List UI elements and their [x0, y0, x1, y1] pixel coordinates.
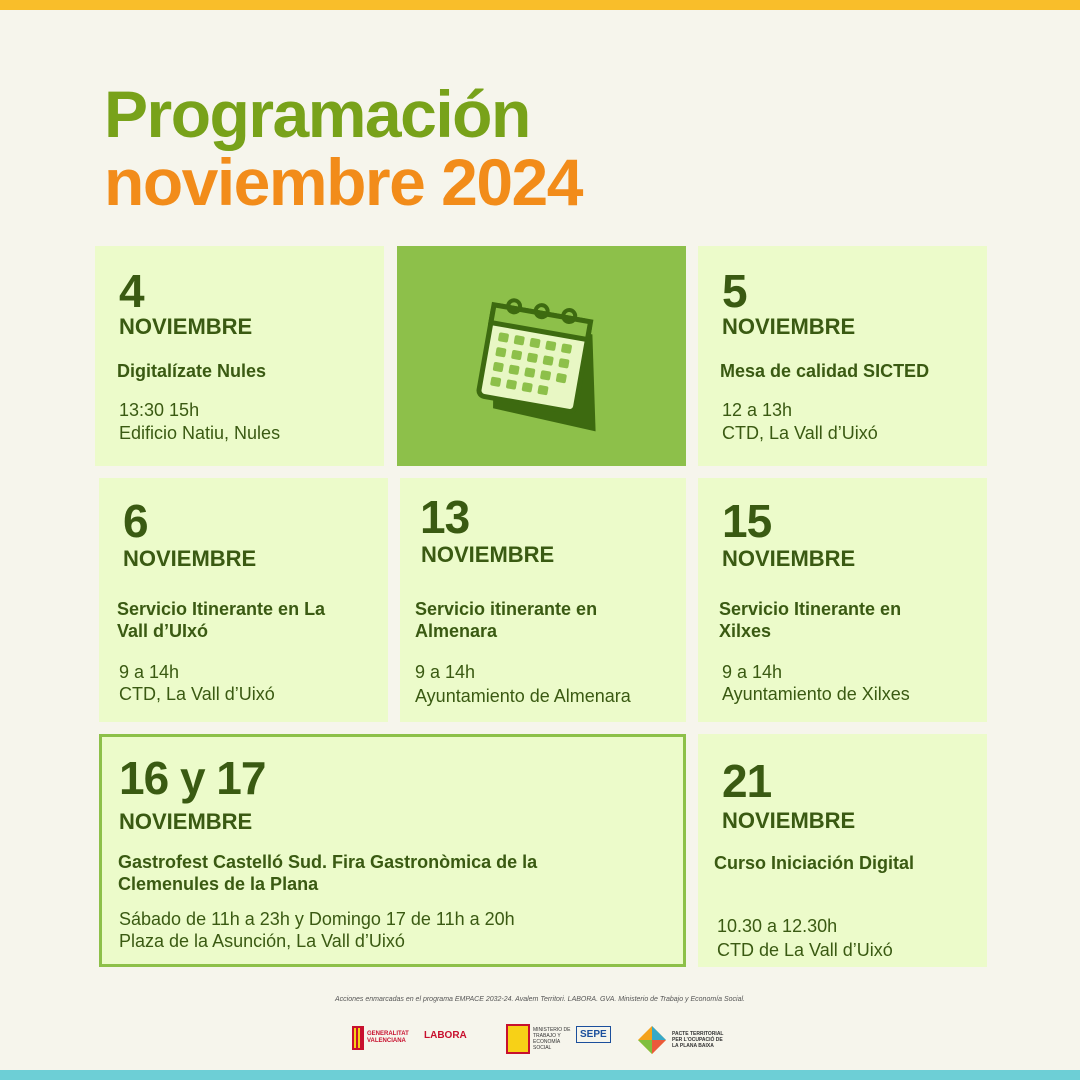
ministerio-logo-text: MINISTERIO DE TRABAJO Y ECONOMÍA SOCIAL	[533, 1027, 571, 1051]
event-title: Servicio itinerante en Almenara	[415, 599, 598, 641]
event-month: NOVIEMBRE	[421, 542, 555, 567]
event-day: 4	[119, 265, 144, 317]
event-day: 13	[420, 491, 470, 543]
event-card-13	[400, 478, 686, 722]
event-title: Curso Iniciación Digital	[714, 853, 915, 873]
event-day: 16 y 17	[119, 752, 266, 804]
event-card-21	[698, 734, 987, 967]
event-place: CTD, La Vall d’Uixó	[722, 423, 878, 443]
event-day: 21	[722, 755, 772, 807]
event-title: Mesa de calidad SICTED	[720, 361, 930, 381]
event-time: 9 a 14h	[415, 662, 476, 682]
sepe-logo-text: SEPE	[576, 1026, 611, 1043]
event-card-6	[99, 478, 388, 722]
pacte-emblem-icon	[636, 1024, 668, 1056]
event-title: Digitalízate Nules	[117, 361, 267, 381]
gva-logo	[352, 1026, 409, 1050]
event-time: 9 a 14h	[119, 662, 180, 682]
event-month: NOVIEMBRE	[722, 314, 856, 339]
event-place: Edificio Natiu, Nules	[119, 423, 281, 443]
event-month: NOVIEMBRE	[119, 314, 253, 339]
event-card-5	[698, 246, 987, 466]
event-place: Ayuntamiento de Xilxes	[722, 684, 910, 704]
event-month: NOVIEMBRE	[722, 546, 856, 571]
event-card-15	[698, 478, 987, 722]
gva-logo-text: GENERALITAT VALENCIANA	[367, 1031, 409, 1044]
calendar-icon	[467, 286, 617, 436]
event-day: 6	[123, 495, 148, 547]
event-place: CTD, La Vall d’Uixó	[119, 684, 275, 704]
spain-emblem-icon	[506, 1024, 530, 1054]
event-time: Sábado de 11h a 23h y Domingo 17 de 11h a 20h	[119, 909, 515, 929]
event-place: CTD de La Vall d’Uixó	[717, 940, 893, 960]
pacte-logo-text: PACTE TERRITORIAL PER L’OCUPACIÓ DE LA PLANA BAIXA	[672, 1031, 724, 1049]
event-month: NOVIEMBRE	[119, 809, 253, 834]
event-time: 13:30 15h	[119, 400, 200, 420]
event-place: Plaza de la Asunción, La Vall d’Uixó	[119, 931, 405, 951]
page-title	[104, 77, 582, 219]
gva-emblem-icon	[352, 1026, 364, 1050]
event-day: 15	[722, 495, 772, 547]
partner-logos	[0, 1022, 1080, 1062]
event-place: Ayuntamiento de Almenara	[415, 686, 631, 706]
event-title: Servicio Itinerante en La Vall d’UIxó	[117, 599, 326, 641]
event-time: 10.30 a 12.30h	[717, 916, 838, 936]
calendar-illustration-tile	[397, 246, 686, 466]
event-title: Servicio Itinerante en Xilxes	[719, 599, 902, 641]
event-day: 5	[722, 265, 747, 317]
top-accent-bar	[0, 0, 1080, 10]
ministerio-logo	[506, 1024, 573, 1054]
labora-logo-text: LABORA	[424, 1030, 467, 1041]
footer-credits: Acciones enmarcadas en el programa EMPACE 2032-24. Avalem Territori. LABORA. GVA. Ministerio de Trabajo y Economía Social.	[335, 996, 745, 1003]
event-month: NOVIEMBRE	[123, 546, 257, 571]
event-title: Gastrofest Castelló Sud. Fira Gastronòmica de la Clemenules de la Plana	[118, 852, 538, 894]
event-time: 12 a 13h	[722, 400, 793, 420]
pacte-logo	[636, 1024, 724, 1056]
event-card-4	[95, 246, 384, 466]
sepe-logo	[576, 1026, 611, 1043]
title-line-1: Programación	[104, 77, 530, 151]
labora-logo	[424, 1030, 467, 1041]
bottom-accent-bar	[0, 1070, 1080, 1080]
event-card-16-17	[99, 734, 686, 967]
title-line-2: noviembre 2024	[104, 145, 582, 219]
event-month: NOVIEMBRE	[722, 808, 856, 833]
event-time: 9 a 14h	[722, 662, 783, 682]
